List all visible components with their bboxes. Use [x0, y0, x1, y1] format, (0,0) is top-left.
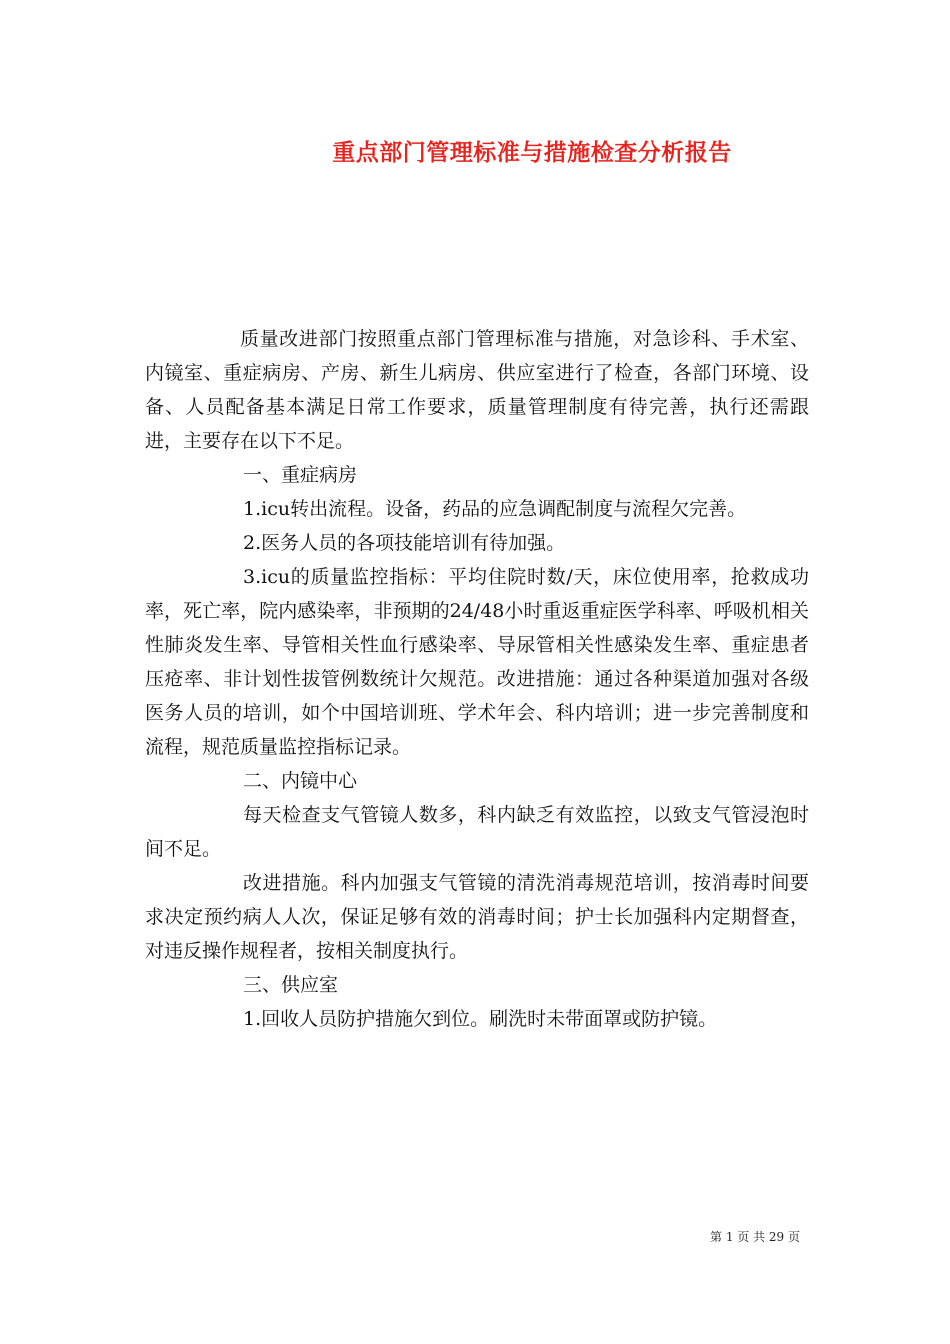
document-title: 重点部门管理标准与措施检查分析报告 — [332, 139, 732, 166]
page-number: 第 1 页 共 29 页 — [710, 1230, 800, 1244]
section-heading-icu: 一、重症病房 — [243, 464, 358, 486]
endoscopy-problem: 每天检查支气管镜人数多，科内缺乏有效监控，以致支气管浸泡时间不足。 — [145, 804, 809, 860]
icu-item-2: 2.医务人员的各项技能培训有待加强。 — [243, 532, 566, 554]
document-body — [145, 322, 809, 1036]
section-heading-supply: 三、供应室 — [243, 974, 339, 996]
intro-paragraph: 质量改进部门按照重点部门管理标准与措施，对急诊科、手术室、内镜室、重症病房、产房、新生儿病房、供应室进行了检查，各部门环境、设备、人员配备基本满足日常工作要求，质量管理制度有待完善，执行还需跟进，主要存在以下不足。 — [145, 328, 809, 452]
endoscopy-measures: 改进措施。科内加强支气管镜的清洗消毒规范培训，按消毒时间要求决定预约病人人次，保证足够有效的消毒时间；护士长加强科内定期督查，对违反操作规程者，按相关制度执行。 — [145, 872, 809, 962]
section-heading-endoscopy: 二、内镜中心 — [243, 770, 358, 792]
icu-item-1: 1.icu转出流程。设备，药品的应急调配制度与流程欠完善。 — [243, 498, 747, 520]
icu-item-3: 3.icu的质量监控指标：平均住院时数/天，床位使用率，抢救成功率，死亡率，院内感染率，非预期的24/48小时重返重症医学科率、呼吸机相关性肺炎发生率、导管相关性血行感染率、导尿管相关性感染发生率、重症患者压疮率、非计划性拔管例数统计欠规范。改进措施：通过各种渠道加强对各级医务人员的培训，如个中国培训班、学术年会、科内培训；进一步完善制度和流程，规范质量监控指标记录。 — [145, 566, 809, 758]
supply-item-1: 1.回收人员防护措施欠到位。刷洗时未带面罩或防护镜。 — [243, 1008, 718, 1030]
